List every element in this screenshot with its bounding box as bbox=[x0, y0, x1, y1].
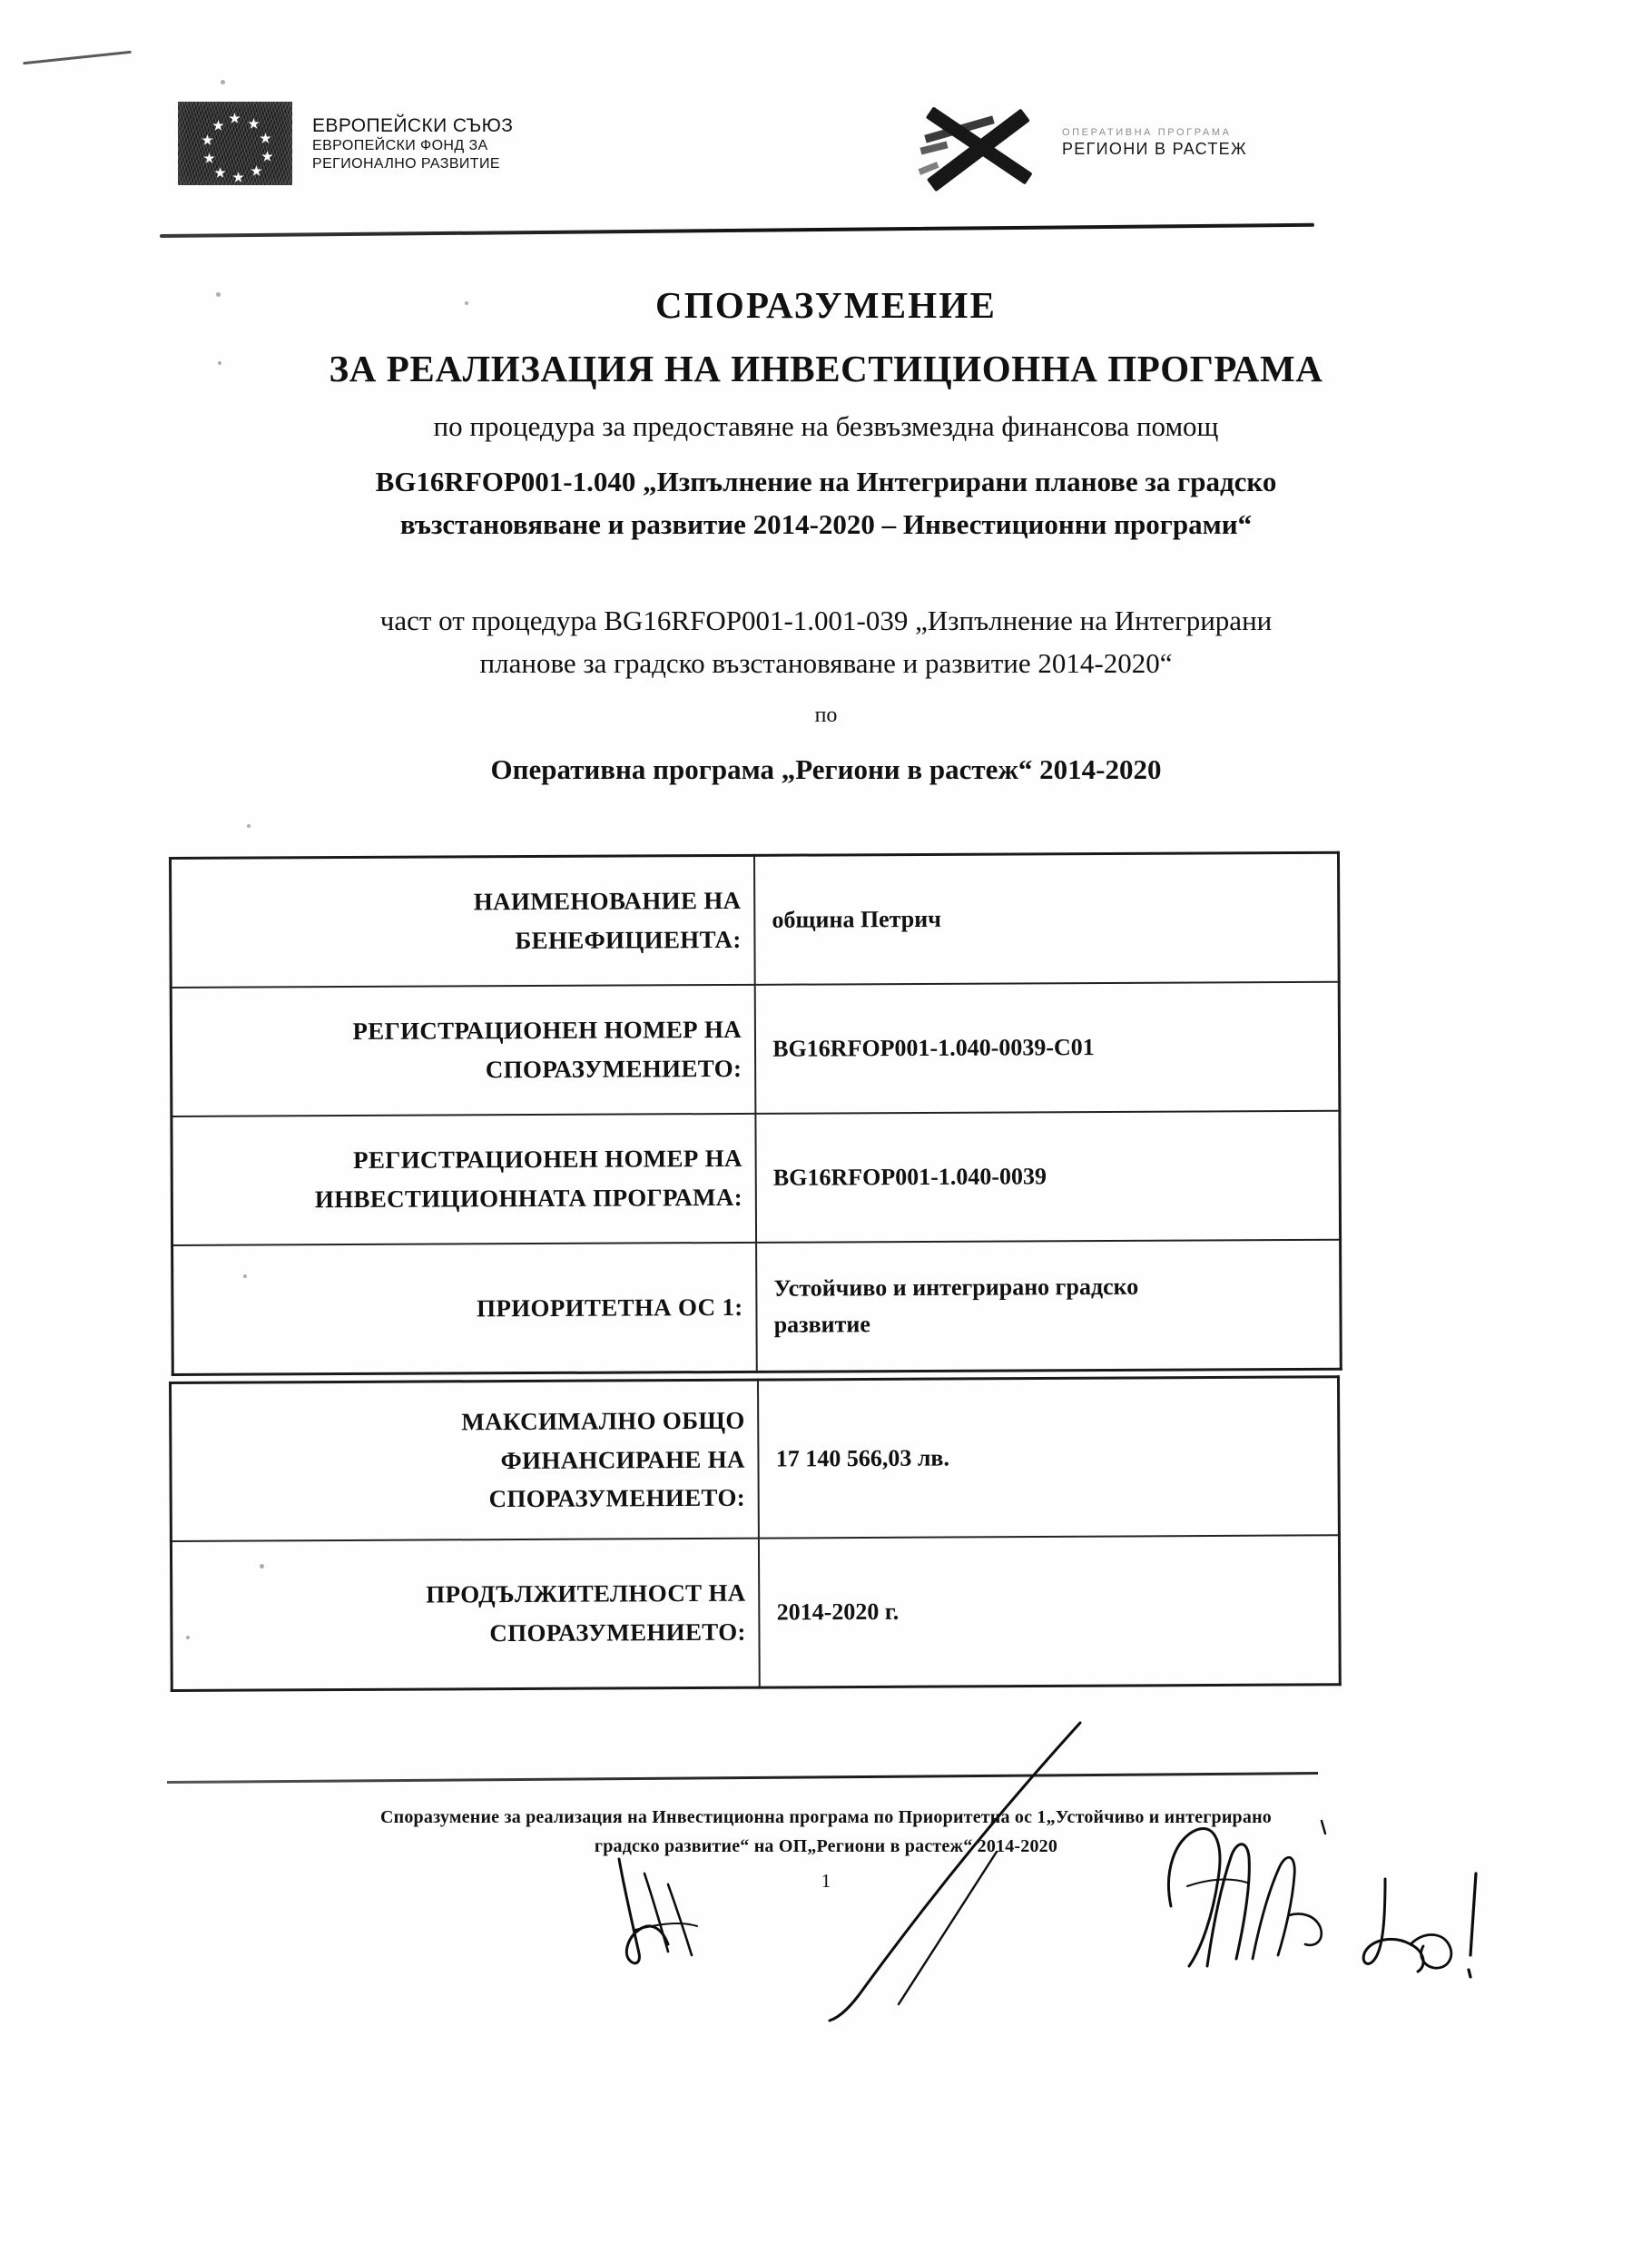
footer-note bbox=[136, 1803, 1516, 1862]
table-row bbox=[171, 982, 1340, 1116]
footer-divider bbox=[167, 1772, 1318, 1784]
row-key: НАИМЕНОВАНИЕ НА БЕНЕФИЦИЕНТА: bbox=[171, 855, 755, 988]
procedure-line-1: BG16RFOP001-1.040 „Изпълнение на Интегрирани планове за градско bbox=[375, 466, 1277, 497]
row-value: 2014-2020 г. bbox=[759, 1535, 1340, 1687]
scan-speck bbox=[221, 80, 225, 84]
table-row bbox=[172, 1240, 1342, 1375]
table-row bbox=[171, 1535, 1340, 1690]
procedure-intro: по процедура за предоставяне на безвъзмездна финансова помощ bbox=[433, 410, 1219, 442]
financial-details-table bbox=[169, 1375, 1342, 1692]
procedure-line-2: възстановяване и развитие 2014-2020 – Инвестиционни програми“ bbox=[399, 507, 1253, 540]
row-value: община Петрич bbox=[754, 852, 1339, 985]
row-key: РЕГИСТРАЦИОНЕН НОМЕР НА ИНВЕСТИЦИОННАТА ПРОГРАМА: bbox=[172, 1114, 756, 1245]
eu-line-2: ЕВРОПЕЙСКИ ФОНД ЗА bbox=[312, 138, 488, 154]
table-row bbox=[171, 852, 1340, 988]
part-of-line-2: планове за градско възстановяване и развитие 2014-2020“ bbox=[479, 647, 1173, 680]
signature-left bbox=[608, 1843, 790, 1979]
eu-line-1: ЕВРОПЕЙСКИ СЪЮЗ bbox=[312, 114, 514, 136]
eu-line-3: РЕГИОНАЛНО РАЗВИТИЕ bbox=[312, 155, 500, 172]
program-logo-label: РЕГИОНИ В РАСТЕЖ bbox=[1062, 140, 1247, 159]
table-row bbox=[172, 1111, 1341, 1245]
document-header bbox=[0, 91, 1652, 236]
procedure-block bbox=[136, 461, 1516, 546]
po-connector: по bbox=[814, 703, 838, 727]
program-logo-text bbox=[1062, 126, 1247, 161]
operational-program-line: Оперативна програма „Региони в растеж“ 2014-2020 bbox=[490, 753, 1162, 785]
row-value: 17 140 566,03 лв. bbox=[758, 1377, 1339, 1539]
program-logo-faded-line: ОПЕРАТИВНА ПРОГРАМА bbox=[1062, 127, 1232, 139]
part-of-procedure-block bbox=[136, 599, 1516, 684]
agreement-details-table bbox=[169, 851, 1342, 1376]
footer-line-2: градско развитие“ на ОП„Региони в растеж“ 2014-2020 bbox=[594, 1836, 1058, 1857]
scan-speck bbox=[247, 824, 251, 828]
row-key: МАКСИМАЛНО ОБЩО ФИНАНСИРАНЕ НА СПОРАЗУМЕНИЕТО: bbox=[171, 1380, 760, 1541]
table-row bbox=[171, 1377, 1340, 1541]
regions-in-growth-x-logo-icon bbox=[917, 94, 1053, 192]
page-title: СПОРАЗУМЕНИЕ bbox=[654, 284, 998, 326]
eu-emblem-text bbox=[312, 114, 513, 173]
eu-emblem-block bbox=[178, 102, 513, 185]
row-key: РЕГИСТРАЦИОНЕН НОМЕР НА СПОРАЗУМЕНИЕТО: bbox=[171, 985, 755, 1116]
page-number: 1 bbox=[821, 1870, 831, 1892]
row-value: Устойчиво и интегрирано градско развитие bbox=[756, 1240, 1341, 1372]
scan-artifact-mark bbox=[23, 51, 132, 65]
page-subtitle: ЗА РЕАЛИЗАЦИЯ НА ИНВЕСТИЦИОННА ПРОГРАМА bbox=[329, 348, 1323, 389]
row-key: ПРОДЪЛЖИТЕЛНОСТ НА СПОРАЗУМЕНИЕТО: bbox=[171, 1539, 760, 1691]
row-value: BG16RFOP001-1.040-0039 bbox=[756, 1111, 1341, 1243]
program-logo-block bbox=[917, 94, 1247, 192]
footer-line-1: Споразумение за реализация на Инвестиционна програма по Приоритетна ос 1„Устойчиво и интегрирано bbox=[379, 1807, 1272, 1827]
row-value: BG16RFOP001-1.040-0039-C01 bbox=[755, 982, 1340, 1114]
row-key: ПРИОРИТЕТНА ОС 1: bbox=[172, 1243, 757, 1375]
part-of-line-1: част от процедура BG16RFOP001-1.001-039 „Изпълнение на Интегрирани bbox=[379, 605, 1273, 636]
eu-flag-icon bbox=[178, 102, 292, 185]
